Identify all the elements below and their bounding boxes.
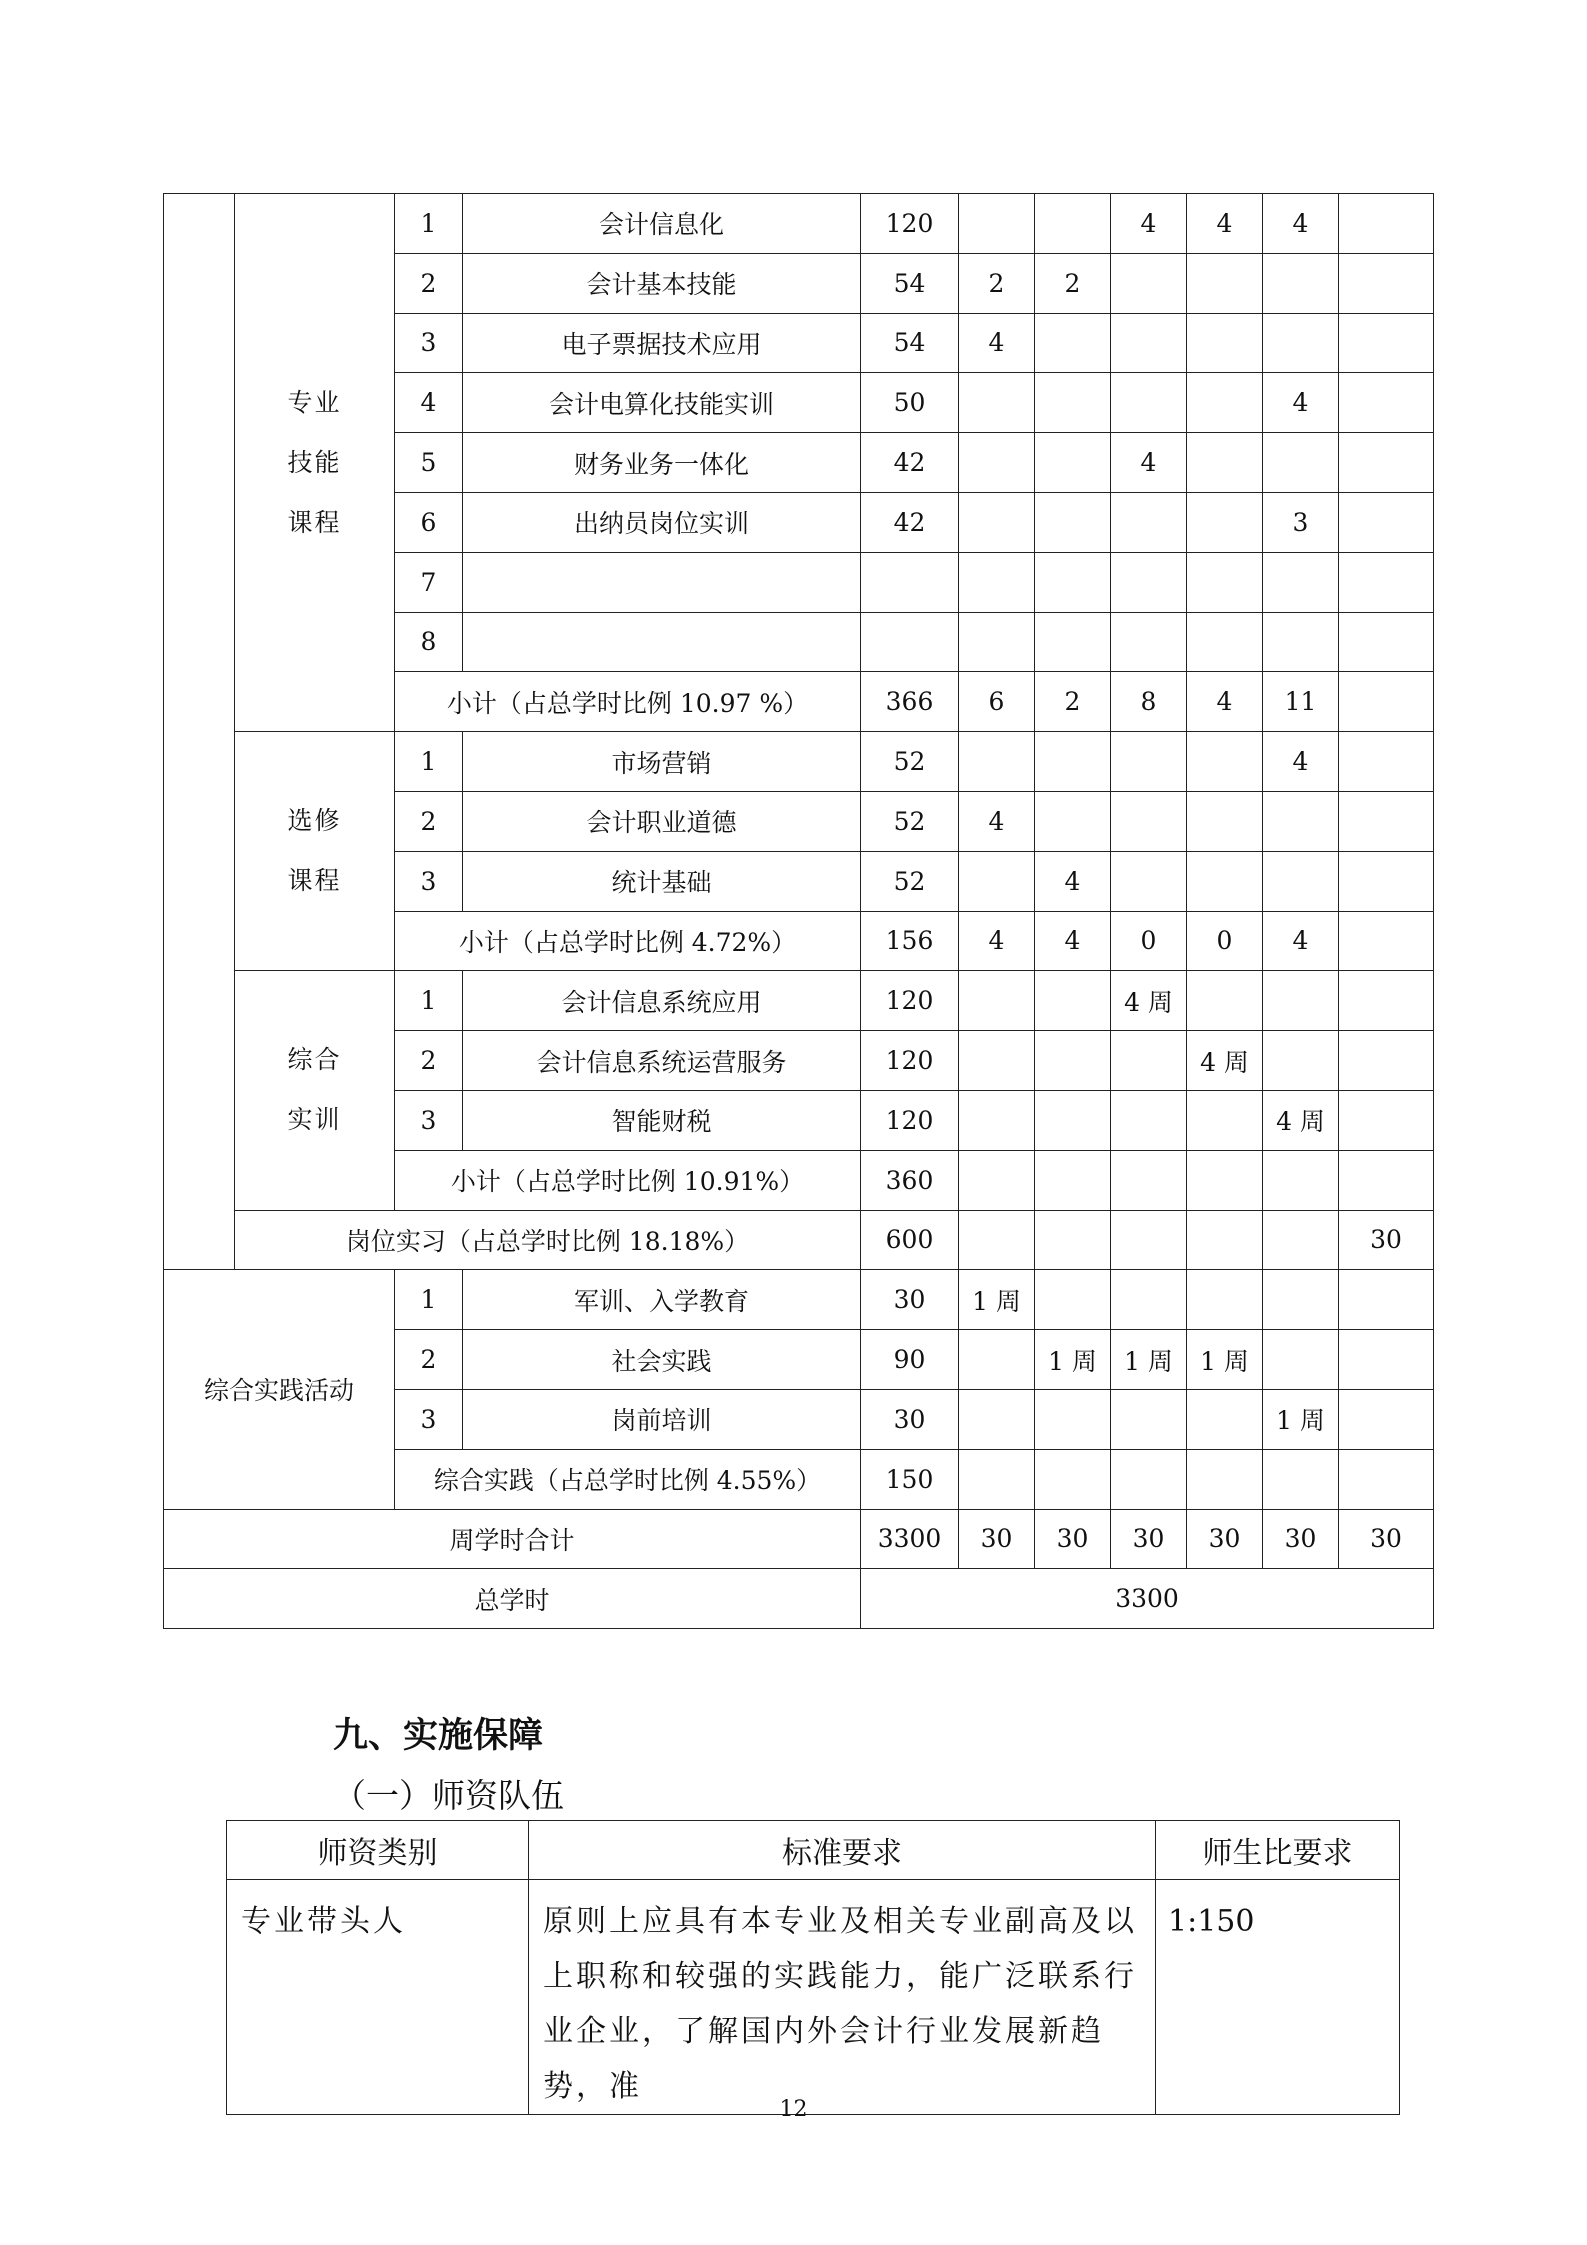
semester-cell xyxy=(1339,253,1434,313)
semester-cell: 8 xyxy=(1111,672,1187,732)
semester-cell xyxy=(1187,433,1263,493)
hours-cell: 90 xyxy=(861,1330,959,1390)
course-name: 财务业务一体化 xyxy=(463,433,861,493)
hours-cell: 54 xyxy=(861,313,959,373)
semester-cell: 30 xyxy=(959,1509,1035,1569)
semester-cell xyxy=(959,1389,1035,1449)
semester-cell xyxy=(1263,1270,1339,1330)
semester-cell xyxy=(1187,1270,1263,1330)
semester-cell: 30 xyxy=(1111,1509,1187,1569)
semester-cell xyxy=(1187,492,1263,552)
semester-cell: 2 xyxy=(959,253,1035,313)
semester-cell xyxy=(1035,1449,1111,1509)
table-row xyxy=(164,1569,1434,1629)
semester-cell xyxy=(1339,1270,1434,1330)
semester-cell xyxy=(1263,1031,1339,1091)
row-number: 1 xyxy=(395,1270,463,1330)
semester-cell xyxy=(1187,971,1263,1031)
semester-cell: 1 周 xyxy=(1111,1330,1187,1390)
table-row xyxy=(164,1210,1434,1270)
course-name: 岗前培训 xyxy=(463,1389,861,1449)
hours-cell xyxy=(861,612,959,672)
internship-label: 岗位实习（占总学时比例 18.18%） xyxy=(235,1210,861,1270)
semester-cell: 4 xyxy=(1187,672,1263,732)
semester-cell xyxy=(1111,1150,1187,1210)
semester-cell xyxy=(1187,1389,1263,1449)
semester-cell xyxy=(959,1449,1035,1509)
hours-cell: 52 xyxy=(861,791,959,851)
semester-cell: 4 xyxy=(1263,732,1339,792)
row-number: 1 xyxy=(395,194,463,254)
semester-cell xyxy=(1339,1389,1434,1449)
semester-cell xyxy=(1339,732,1434,792)
subtotal-label: 综合实践（占总学时比例 4.55%） xyxy=(395,1449,861,1509)
semester-cell xyxy=(1339,1031,1434,1091)
hours-cell: 50 xyxy=(861,373,959,433)
sub-heading: （一）师资队伍 xyxy=(333,1776,564,1815)
semester-cell xyxy=(1111,1031,1187,1091)
semester-cell xyxy=(1263,1449,1339,1509)
category-label-line: 课程 xyxy=(287,866,342,896)
semester-cell xyxy=(1111,313,1187,373)
semester-cell xyxy=(959,1090,1035,1150)
semester-cell xyxy=(1263,552,1339,612)
table-row xyxy=(164,971,1434,1031)
semester-cell xyxy=(959,492,1035,552)
category-label: 综合实践活动 xyxy=(164,1270,395,1509)
row-number: 3 xyxy=(395,1090,463,1150)
semester-cell: 4 xyxy=(1111,433,1187,493)
row-number: 5 xyxy=(395,433,463,493)
category-label xyxy=(235,194,395,732)
hours-cell: 52 xyxy=(861,732,959,792)
hours-cell: 120 xyxy=(861,1031,959,1091)
hours-cell: 600 xyxy=(861,1210,959,1270)
category-label xyxy=(235,971,395,1210)
semester-cell xyxy=(1187,313,1263,373)
semester-cell xyxy=(959,732,1035,792)
semester-cell xyxy=(1263,971,1339,1031)
semester-cell xyxy=(1111,253,1187,313)
semester-cell xyxy=(1111,1210,1187,1270)
semester-cell: 0 xyxy=(1187,911,1263,971)
course-name: 会计基本技能 xyxy=(463,253,861,313)
category-label-line: 专业 xyxy=(287,387,342,417)
header-teacher-type: 师资类别 xyxy=(227,1821,529,1880)
header-standard-requirement: 标准要求 xyxy=(529,1821,1156,1880)
semester-cell xyxy=(1339,1150,1434,1210)
semester-cell xyxy=(959,552,1035,612)
semester-cell xyxy=(959,433,1035,493)
semester-cell xyxy=(1111,552,1187,612)
hours-cell: 120 xyxy=(861,971,959,1031)
semester-cell xyxy=(1339,313,1434,373)
semester-cell xyxy=(1339,1090,1434,1150)
semester-cell xyxy=(1339,911,1434,971)
semester-cell xyxy=(1111,612,1187,672)
semester-cell: 30 xyxy=(1339,1210,1434,1270)
hours-cell: 30 xyxy=(861,1389,959,1449)
hours-cell: 366 xyxy=(861,672,959,732)
semester-cell xyxy=(1111,791,1187,851)
semester-cell xyxy=(1263,1150,1339,1210)
row-number: 2 xyxy=(395,1330,463,1390)
row-number: 2 xyxy=(395,253,463,313)
semester-cell xyxy=(1187,373,1263,433)
semester-cell: 2 xyxy=(1035,253,1111,313)
semester-cell xyxy=(1339,492,1434,552)
semester-cell xyxy=(1339,851,1434,911)
course-name: 会计电算化技能实训 xyxy=(463,373,861,433)
course-name: 会计信息系统应用 xyxy=(463,971,861,1031)
semester-cell xyxy=(1263,253,1339,313)
ratio-cell: 1:150 xyxy=(1156,1880,1400,2115)
outer-category-cell xyxy=(164,194,235,1270)
table-row xyxy=(164,1509,1434,1569)
table-row xyxy=(164,732,1434,792)
semester-cell xyxy=(1187,1210,1263,1270)
row-number: 6 xyxy=(395,492,463,552)
course-name: 会计职业道德 xyxy=(463,791,861,851)
hours-cell: 156 xyxy=(861,911,959,971)
semester-cell xyxy=(1263,791,1339,851)
page-number: 12 xyxy=(779,2097,808,2122)
semester-cell: 1 周 xyxy=(1187,1330,1263,1390)
semester-cell: 4 周 xyxy=(1111,971,1187,1031)
semester-cell xyxy=(1187,1150,1263,1210)
row-number: 4 xyxy=(395,373,463,433)
semester-cell xyxy=(1187,1449,1263,1509)
semester-cell: 4 周 xyxy=(1187,1031,1263,1091)
semester-cell xyxy=(1035,1210,1111,1270)
semester-cell: 1 周 xyxy=(959,1270,1035,1330)
row-number: 2 xyxy=(395,791,463,851)
course-name: 市场营销 xyxy=(463,732,861,792)
teacher-type-cell: 专业带头人 xyxy=(227,1880,529,2115)
hours-cell: 52 xyxy=(861,851,959,911)
semester-cell: 4 xyxy=(1035,911,1111,971)
semester-cell: 30 xyxy=(1187,1509,1263,1569)
semester-cell xyxy=(1035,1031,1111,1091)
teacher-table-row xyxy=(227,1880,1400,2115)
semester-cell: 30 xyxy=(1263,1509,1339,1569)
semester-cell xyxy=(1035,1150,1111,1210)
semester-cell xyxy=(1111,732,1187,792)
course-name: 会计信息化 xyxy=(463,194,861,254)
teacher-table-header-row xyxy=(227,1821,1400,1880)
course-name xyxy=(463,552,861,612)
semester-cell xyxy=(959,1150,1035,1210)
semester-cell xyxy=(959,1210,1035,1270)
semester-cell xyxy=(1035,1090,1111,1150)
semester-cell xyxy=(1339,373,1434,433)
hours-cell: 150 xyxy=(861,1449,959,1509)
semester-cell: 0 xyxy=(1111,911,1187,971)
course-name: 电子票据技术应用 xyxy=(463,313,861,373)
category-label xyxy=(235,732,395,971)
grand-total-value: 3300 xyxy=(861,1569,1434,1629)
semester-cell xyxy=(1187,732,1263,792)
row-number: 8 xyxy=(395,612,463,672)
semester-cell: 4 xyxy=(1263,194,1339,254)
course-name: 出纳员岗位实训 xyxy=(463,492,861,552)
header-ratio-requirement: 师生比要求 xyxy=(1156,1821,1400,1880)
semester-cell xyxy=(1035,1270,1111,1330)
course-name xyxy=(463,612,861,672)
semester-cell xyxy=(1035,1389,1111,1449)
semester-cell xyxy=(1111,851,1187,911)
semester-cell xyxy=(1035,313,1111,373)
semester-cell xyxy=(1339,1449,1434,1509)
semester-cell xyxy=(1339,672,1434,732)
semester-cell xyxy=(959,612,1035,672)
semester-cell xyxy=(1187,1090,1263,1150)
semester-cell xyxy=(1339,791,1434,851)
semester-cell: 4 xyxy=(1263,911,1339,971)
semester-cell: 4 xyxy=(959,791,1035,851)
category-label-line: 课程 xyxy=(287,507,342,537)
semester-cell: 4 xyxy=(959,911,1035,971)
row-number: 2 xyxy=(395,1031,463,1091)
requirement-cell: 原则上应具有本专业及相关专业副高及以上职称和较强的实践能力，能广泛联系行业企业，了解国内外会计行业发展新趋势，准 xyxy=(529,1880,1156,2115)
semester-cell xyxy=(959,1031,1035,1091)
semester-cell xyxy=(1035,971,1111,1031)
semester-cell xyxy=(1187,552,1263,612)
semester-cell xyxy=(1035,194,1111,254)
row-number: 7 xyxy=(395,552,463,612)
weekly-total-label: 周学时合计 xyxy=(164,1509,861,1569)
table-row xyxy=(164,194,1434,254)
semester-cell: 4 xyxy=(1263,373,1339,433)
subtotal-label: 小计（占总学时比例 10.91%） xyxy=(395,1150,861,1210)
semester-cell: 30 xyxy=(1035,1509,1111,1569)
semester-cell: 6 xyxy=(959,672,1035,732)
semester-cell xyxy=(1111,1270,1187,1330)
semester-cell xyxy=(1263,313,1339,373)
semester-cell xyxy=(1339,552,1434,612)
hours-cell: 54 xyxy=(861,253,959,313)
semester-cell xyxy=(1111,1090,1187,1150)
semester-cell xyxy=(1339,971,1434,1031)
hours-cell xyxy=(861,552,959,612)
row-number: 1 xyxy=(395,732,463,792)
semester-cell xyxy=(959,971,1035,1031)
table-row xyxy=(164,1270,1434,1330)
semester-cell: 30 xyxy=(1339,1509,1434,1569)
semester-cell xyxy=(1187,791,1263,851)
semester-cell xyxy=(1111,1449,1187,1509)
semester-cell xyxy=(959,373,1035,433)
semester-cell: 4 周 xyxy=(1263,1090,1339,1150)
semester-cell xyxy=(1263,1210,1339,1270)
semester-cell xyxy=(1187,253,1263,313)
subtotal-label: 小计（占总学时比例 10.97 %） xyxy=(395,672,861,732)
semester-cell xyxy=(1263,1330,1339,1390)
semester-cell xyxy=(959,851,1035,911)
category-label-line: 技能 xyxy=(287,447,342,477)
semester-cell xyxy=(959,194,1035,254)
semester-cell: 11 xyxy=(1263,672,1339,732)
semester-cell: 1 周 xyxy=(1263,1389,1339,1449)
row-number: 1 xyxy=(395,971,463,1031)
semester-cell xyxy=(1263,851,1339,911)
course-name: 会计信息系统运营服务 xyxy=(463,1031,861,1091)
semester-cell xyxy=(1187,851,1263,911)
teacher-requirements-table xyxy=(226,1820,1400,2115)
semester-cell xyxy=(1111,492,1187,552)
course-name: 智能财税 xyxy=(463,1090,861,1150)
semester-cell xyxy=(1339,433,1434,493)
grand-total-label: 总学时 xyxy=(164,1569,861,1629)
semester-cell xyxy=(1339,612,1434,672)
semester-cell: 4 xyxy=(1035,851,1111,911)
semester-cell: 2 xyxy=(1035,672,1111,732)
course-table-body xyxy=(164,194,1434,1629)
hours-cell: 3300 xyxy=(861,1509,959,1569)
semester-cell xyxy=(1035,791,1111,851)
semester-cell: 4 xyxy=(1111,194,1187,254)
semester-cell: 3 xyxy=(1263,492,1339,552)
course-name: 社会实践 xyxy=(463,1330,861,1390)
subtotal-label: 小计（占总学时比例 4.72%） xyxy=(395,911,861,971)
row-number: 3 xyxy=(395,1389,463,1449)
semester-cell xyxy=(1035,552,1111,612)
semester-cell: 1 周 xyxy=(1035,1330,1111,1390)
row-number: 3 xyxy=(395,313,463,373)
semester-cell xyxy=(959,1330,1035,1390)
hours-cell: 120 xyxy=(861,1090,959,1150)
semester-cell xyxy=(1111,373,1187,433)
semester-cell xyxy=(1035,732,1111,792)
hours-cell: 30 xyxy=(861,1270,959,1330)
semester-cell xyxy=(1187,612,1263,672)
category-label-line: 实训 xyxy=(287,1105,342,1135)
hours-cell: 42 xyxy=(861,433,959,493)
hours-cell: 42 xyxy=(861,492,959,552)
semester-cell xyxy=(1263,433,1339,493)
section-heading: 九、实施保障 xyxy=(333,1716,544,1756)
category-label-line: 综合 xyxy=(287,1045,342,1075)
course-name: 军训、入学教育 xyxy=(463,1270,861,1330)
semester-cell xyxy=(1035,612,1111,672)
semester-cell xyxy=(1111,1389,1187,1449)
category-label-line: 选修 xyxy=(287,806,342,836)
hours-cell: 120 xyxy=(861,194,959,254)
semester-cell xyxy=(1035,433,1111,493)
semester-cell xyxy=(1263,612,1339,672)
row-number: 3 xyxy=(395,851,463,911)
semester-cell: 4 xyxy=(959,313,1035,373)
semester-cell xyxy=(1339,194,1434,254)
semester-cell: 4 xyxy=(1187,194,1263,254)
course-name: 统计基础 xyxy=(463,851,861,911)
hours-cell: 360 xyxy=(861,1150,959,1210)
semester-cell xyxy=(1339,1330,1434,1390)
semester-cell xyxy=(1035,373,1111,433)
semester-cell xyxy=(1035,492,1111,552)
course-schedule-table xyxy=(163,193,1434,1629)
